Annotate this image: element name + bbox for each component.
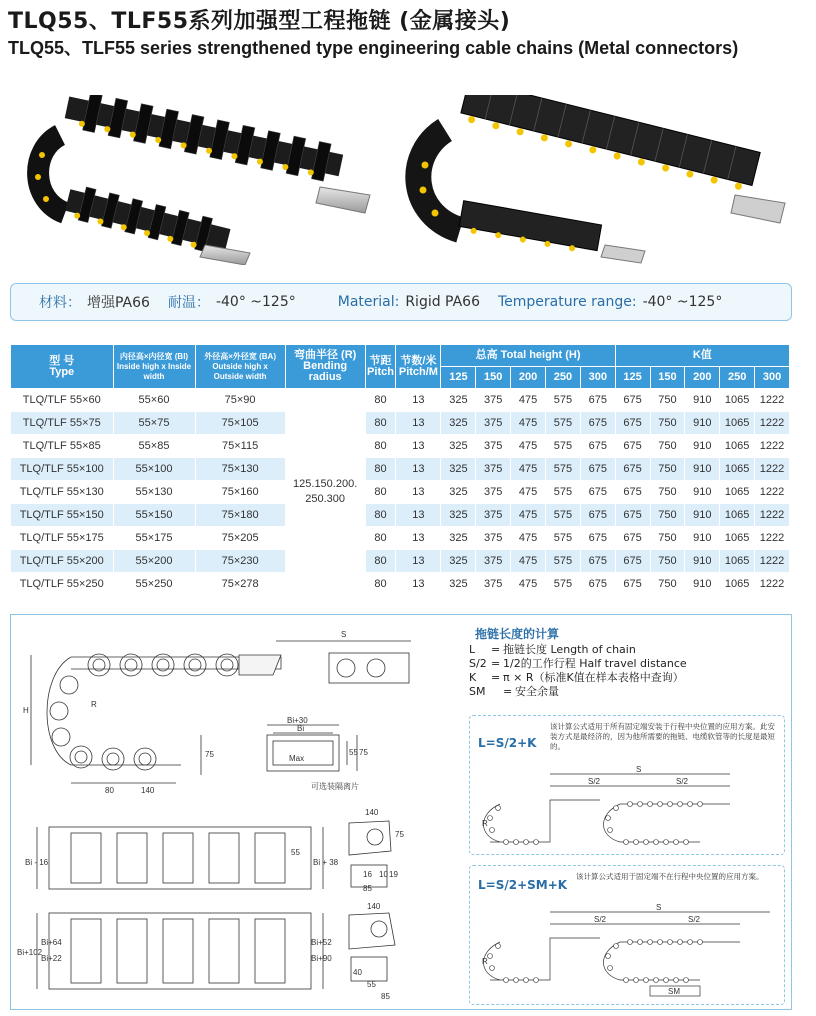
- dim-140-bracket2: 140: [367, 902, 381, 911]
- dim-bi22: Bi+22: [41, 954, 62, 963]
- dim-75-bracket: 75: [395, 830, 404, 839]
- cell-k: 750: [650, 458, 685, 481]
- cell-height: 675: [580, 389, 615, 412]
- cell-height: 575: [546, 504, 581, 527]
- cell-height: 475: [511, 389, 546, 412]
- cell-height: 575: [546, 550, 581, 573]
- cell-height: 475: [511, 412, 546, 435]
- col-per-m: 节数/米 Pitch/M: [396, 345, 441, 389]
- cell-outer: 75×205: [195, 527, 285, 550]
- table-row: [11, 389, 790, 412]
- cell-per-m: 13: [396, 504, 441, 527]
- cell-inner: 55×85: [113, 435, 195, 458]
- cell-per-m: 13: [396, 527, 441, 550]
- radius-header-h-150: 150: [476, 367, 511, 389]
- cell-height: 675: [580, 527, 615, 550]
- cell-bending-radius: 125.150.200. 250.300: [285, 389, 365, 596]
- cell-height: 675: [580, 573, 615, 596]
- formula-2-note: 该计算公式适用于固定端不在行程中央位置的应用方案。: [576, 872, 764, 881]
- temp-value-en: -40° ~125°: [642, 294, 723, 310]
- cell-k: 1065: [720, 527, 755, 550]
- cell-k: 1222: [755, 481, 790, 504]
- cell-k: 910: [685, 389, 720, 412]
- cell-k: 1065: [720, 481, 755, 504]
- cell-k: 750: [650, 389, 685, 412]
- cell-k: 1065: [720, 412, 755, 435]
- radius-header-k-300: 300: [755, 367, 790, 389]
- table-row: [11, 527, 790, 550]
- col-bend: 弯曲半径 (R) Bending radius: [285, 345, 365, 389]
- product-photo-closed-chain: [405, 95, 790, 265]
- formula-box-2: [469, 865, 785, 1005]
- cell-height: 475: [511, 573, 546, 596]
- cell-k: 675: [615, 389, 650, 412]
- dim-40: 40: [353, 968, 362, 977]
- cell-type: TLQ/TLF 55×250: [11, 573, 114, 596]
- dim-r: R: [91, 700, 97, 709]
- calc-symbol: SM: [469, 685, 486, 698]
- cell-k: 750: [650, 504, 685, 527]
- dim-85: 85: [363, 884, 372, 893]
- calc-symbol: K: [469, 671, 477, 684]
- cell-k: 910: [685, 412, 720, 435]
- cell-height: 375: [476, 504, 511, 527]
- page-title-en: TLQ55、TLF55 series strengthened type engineering cable chains (Metal connectors): [8, 38, 739, 58]
- cell-height: 375: [476, 573, 511, 596]
- f1-half-right: S/2: [676, 777, 689, 786]
- cell-height: 575: [546, 412, 581, 435]
- cell-k: 910: [685, 504, 720, 527]
- dim-80: 80: [105, 786, 114, 795]
- cell-height: 675: [580, 550, 615, 573]
- cell-height: 375: [476, 458, 511, 481]
- cell-height: 475: [511, 458, 546, 481]
- cell-type: TLQ/TLF 55×130: [11, 481, 114, 504]
- cell-height: 675: [580, 481, 615, 504]
- dim-bi-16: Bi - 16: [25, 858, 49, 867]
- cell-type: TLQ/TLF 55×200: [11, 550, 114, 573]
- f2-half-right: S/2: [688, 915, 701, 924]
- col-pitch: 节距 Pitch: [365, 345, 396, 389]
- formula-1: L=S/2+K: [478, 736, 537, 750]
- cell-height: 325: [441, 573, 476, 596]
- cell-k: 750: [650, 412, 685, 435]
- calc-symbol: S/2: [469, 657, 487, 670]
- radius-header-k-250: 250: [720, 367, 755, 389]
- dim-140-bracket: 140: [365, 808, 379, 817]
- radius-header-k-200: 200: [685, 367, 720, 389]
- table-row: [11, 504, 790, 527]
- cell-height: 325: [441, 527, 476, 550]
- cell-height: 475: [511, 550, 546, 573]
- cell-k: 1222: [755, 458, 790, 481]
- cell-k: 675: [615, 458, 650, 481]
- cell-outer: 75×180: [195, 504, 285, 527]
- dim-bi: Bi: [297, 724, 305, 733]
- f2-sm: SM: [668, 987, 680, 996]
- cell-height: 375: [476, 550, 511, 573]
- cell-k: 675: [615, 504, 650, 527]
- material-value-en: Rigid PA66: [405, 294, 480, 310]
- formula-1-note: 该计算公式适用于所有固定端安装于行程中央位置的应用方案。此安装方式是最经济的，因为他所需要的拖链、电缆软管等的长度是最短的。: [550, 722, 775, 751]
- dim-10: 10: [379, 870, 388, 879]
- cell-k: 1222: [755, 527, 790, 550]
- formula-box-1: [469, 715, 785, 855]
- cell-pitch: 80: [365, 412, 396, 435]
- cell-height: 325: [441, 412, 476, 435]
- cell-pitch: 80: [365, 389, 396, 412]
- calc-legend-item: [469, 685, 687, 699]
- cell-inner: 55×150: [113, 504, 195, 527]
- radius-header-h-125: 125: [441, 367, 476, 389]
- table-row: [11, 412, 790, 435]
- cell-height: 475: [511, 504, 546, 527]
- calc-equals: =: [491, 671, 501, 684]
- page-title-cn: TLQ55、TLF55系列加强型工程拖链 (金属接头): [8, 9, 511, 34]
- cell-per-m: 13: [396, 481, 441, 504]
- table-row: [11, 481, 790, 504]
- col-type: 型 号 Type: [11, 345, 114, 389]
- dim-s: S: [341, 630, 347, 639]
- cell-k: 750: [650, 481, 685, 504]
- cell-height: 325: [441, 550, 476, 573]
- cell-per-m: 13: [396, 573, 441, 596]
- cell-inner: 55×200: [113, 550, 195, 573]
- cell-height: 575: [546, 389, 581, 412]
- optional-separator-note: 可选装隔离片: [311, 782, 359, 791]
- cell-height: 675: [580, 458, 615, 481]
- cell-outer: 75×230: [195, 550, 285, 573]
- cell-height: 325: [441, 504, 476, 527]
- f1-s: S: [636, 765, 642, 774]
- table-row: [11, 550, 790, 573]
- technical-drawings: [11, 615, 461, 1009]
- temp-label-cn: 耐温：: [167, 295, 210, 311]
- f1-half-left: S/2: [588, 777, 601, 786]
- diagram-section: [10, 614, 792, 1010]
- dim-140: 140: [141, 786, 155, 795]
- dim-bi64: Bi+64: [41, 938, 62, 947]
- cell-pitch: 80: [365, 504, 396, 527]
- table-row: [11, 435, 790, 458]
- cell-k: 910: [685, 458, 720, 481]
- material-spec-bar: [10, 283, 792, 321]
- calc-legend-item: [469, 671, 687, 685]
- cell-k: 1065: [720, 458, 755, 481]
- dim-bi102: Bi+102: [17, 948, 43, 957]
- calc-description: 拖链长度 Length of chain: [503, 643, 636, 656]
- dim-19: 19: [389, 870, 398, 879]
- cell-k: 1222: [755, 412, 790, 435]
- formula-2-diagram: [470, 902, 786, 1002]
- cell-height: 475: [511, 435, 546, 458]
- cell-height: 675: [580, 412, 615, 435]
- cell-pitch: 80: [365, 458, 396, 481]
- calc-legend-item: [469, 643, 687, 657]
- cell-per-m: 13: [396, 550, 441, 573]
- cell-height: 325: [441, 435, 476, 458]
- cell-type: TLQ/TLF 55×85: [11, 435, 114, 458]
- f1-r: R: [482, 819, 488, 828]
- dim-16: 16: [363, 870, 372, 879]
- dim-bi90: Bi+90: [311, 954, 332, 963]
- cell-inner: 55×250: [113, 573, 195, 596]
- radius-header-k-150: 150: [650, 367, 685, 389]
- calc-description: π × R（标准K值在样本表格中查询）: [503, 671, 684, 684]
- cell-pitch: 80: [365, 527, 396, 550]
- material-value-cn: 增强PA66: [87, 295, 150, 311]
- cell-type: TLQ/TLF 55×60: [11, 389, 114, 412]
- cell-type: TLQ/TLF 55×175: [11, 527, 114, 550]
- cell-height: 475: [511, 527, 546, 550]
- f2-half-left: S/2: [594, 915, 607, 924]
- cell-outer: 75×130: [195, 458, 285, 481]
- col-outer: 外径高×外径宽 (BA) Outside high x Outside width: [195, 345, 285, 389]
- calc-legend-item: [469, 657, 687, 671]
- cell-k: 675: [615, 412, 650, 435]
- cell-height: 675: [580, 504, 615, 527]
- cell-outer: 75×90: [195, 389, 285, 412]
- calc-description: 1/2的工作行程 Half travel distance: [503, 657, 687, 670]
- col-total-height: 总高 Total height (H): [441, 345, 615, 367]
- f2-s: S: [656, 903, 662, 912]
- cell-k: 675: [615, 550, 650, 573]
- calc-legend: [469, 643, 687, 699]
- cell-k: 1222: [755, 550, 790, 573]
- cell-k: 675: [615, 527, 650, 550]
- col-inner: 内径高×内径宽 (Bl) Inside high x Inside width: [113, 345, 195, 389]
- cell-k: 750: [650, 527, 685, 550]
- cell-height: 575: [546, 458, 581, 481]
- cell-pitch: 80: [365, 435, 396, 458]
- dim-85-bracket2: 85: [381, 992, 390, 1001]
- cell-k: 1222: [755, 435, 790, 458]
- cell-k: 1222: [755, 573, 790, 596]
- cell-height: 675: [580, 435, 615, 458]
- cell-height: 375: [476, 435, 511, 458]
- material-label-cn: 材料：: [39, 295, 81, 311]
- cell-per-m: 13: [396, 458, 441, 481]
- cell-per-m: 13: [396, 389, 441, 412]
- radius-header-h-200: 200: [511, 367, 546, 389]
- cell-k: 750: [650, 550, 685, 573]
- radius-header-k-125: 125: [615, 367, 650, 389]
- cell-k: 910: [685, 435, 720, 458]
- cell-height: 575: [546, 573, 581, 596]
- cell-k: 910: [685, 527, 720, 550]
- dim-75: 75: [359, 748, 368, 757]
- cell-pitch: 80: [365, 481, 396, 504]
- dim-h: H: [23, 706, 29, 715]
- dim-bi30: Bi+30: [287, 716, 308, 725]
- cell-pitch: 80: [365, 573, 396, 596]
- cell-height: 325: [441, 481, 476, 504]
- cell-k: 675: [615, 435, 650, 458]
- cell-height: 325: [441, 389, 476, 412]
- cell-per-m: 13: [396, 412, 441, 435]
- cell-k: 910: [685, 481, 720, 504]
- cell-k: 1065: [720, 573, 755, 596]
- product-photo-open-chain: [20, 95, 380, 265]
- radius-header-h-300: 300: [580, 367, 615, 389]
- cell-k: 750: [650, 435, 685, 458]
- dim-bi52: Bi+52: [311, 938, 332, 947]
- cell-height: 375: [476, 412, 511, 435]
- cell-height: 575: [546, 435, 581, 458]
- dim-75-side: 75: [205, 750, 214, 759]
- cell-k: 1222: [755, 389, 790, 412]
- formula-2: L=S/2+SM+K: [478, 878, 568, 892]
- chain-length-calc-title: 拖链长度的计算: [475, 627, 560, 641]
- cell-inner: 55×175: [113, 527, 195, 550]
- cell-height: 375: [476, 481, 511, 504]
- cell-inner: 55×60: [113, 389, 195, 412]
- cell-k: 750: [650, 573, 685, 596]
- cell-k: 675: [615, 573, 650, 596]
- calc-equals: =: [503, 685, 513, 698]
- formula-1-diagram: [470, 764, 786, 854]
- dim-55-bracket2: 55: [367, 980, 376, 989]
- material-label-en: Material:: [337, 294, 400, 310]
- cell-height: 375: [476, 389, 511, 412]
- temp-label-en: Temperature range:: [498, 294, 637, 310]
- table-row: [11, 458, 790, 481]
- cell-k: 1065: [720, 550, 755, 573]
- calc-equals: =: [491, 643, 501, 656]
- spec-table: [10, 344, 790, 596]
- dim-bi-38: Bi + 38: [313, 858, 339, 867]
- f2-r: R: [482, 957, 488, 966]
- cell-outer: 75×115: [195, 435, 285, 458]
- cell-k: 675: [615, 481, 650, 504]
- cell-per-m: 13: [396, 435, 441, 458]
- cell-height: 475: [511, 481, 546, 504]
- cell-outer: 75×278: [195, 573, 285, 596]
- cell-k: 1065: [720, 504, 755, 527]
- cell-k: 1065: [720, 389, 755, 412]
- temp-value-cn: -40° ~125°: [215, 294, 296, 310]
- cell-inner: 55×130: [113, 481, 195, 504]
- cell-pitch: 80: [365, 550, 396, 573]
- cell-k: 1222: [755, 504, 790, 527]
- dim-55-top: 55: [291, 848, 300, 857]
- cell-k: 910: [685, 550, 720, 573]
- calc-symbol: L: [469, 643, 476, 656]
- cell-height: 575: [546, 481, 581, 504]
- cell-outer: 75×160: [195, 481, 285, 504]
- cell-type: TLQ/TLF 55×75: [11, 412, 114, 435]
- radius-header-h-250: 250: [546, 367, 581, 389]
- cell-k: 1065: [720, 435, 755, 458]
- cell-inner: 55×75: [113, 412, 195, 435]
- cell-height: 325: [441, 458, 476, 481]
- cell-height: 375: [476, 527, 511, 550]
- cell-type: TLQ/TLF 55×150: [11, 504, 114, 527]
- col-k-value: K值: [615, 345, 789, 367]
- cell-inner: 55×100: [113, 458, 195, 481]
- dim-55: 55: [349, 748, 358, 757]
- table-row: [11, 573, 790, 596]
- calc-equals: =: [491, 657, 501, 670]
- cell-height: 575: [546, 527, 581, 550]
- cell-outer: 75×105: [195, 412, 285, 435]
- cell-type: TLQ/TLF 55×100: [11, 458, 114, 481]
- cell-k: 910: [685, 573, 720, 596]
- dim-max: Max: [289, 754, 305, 763]
- calc-description: 安全余量: [515, 685, 559, 698]
